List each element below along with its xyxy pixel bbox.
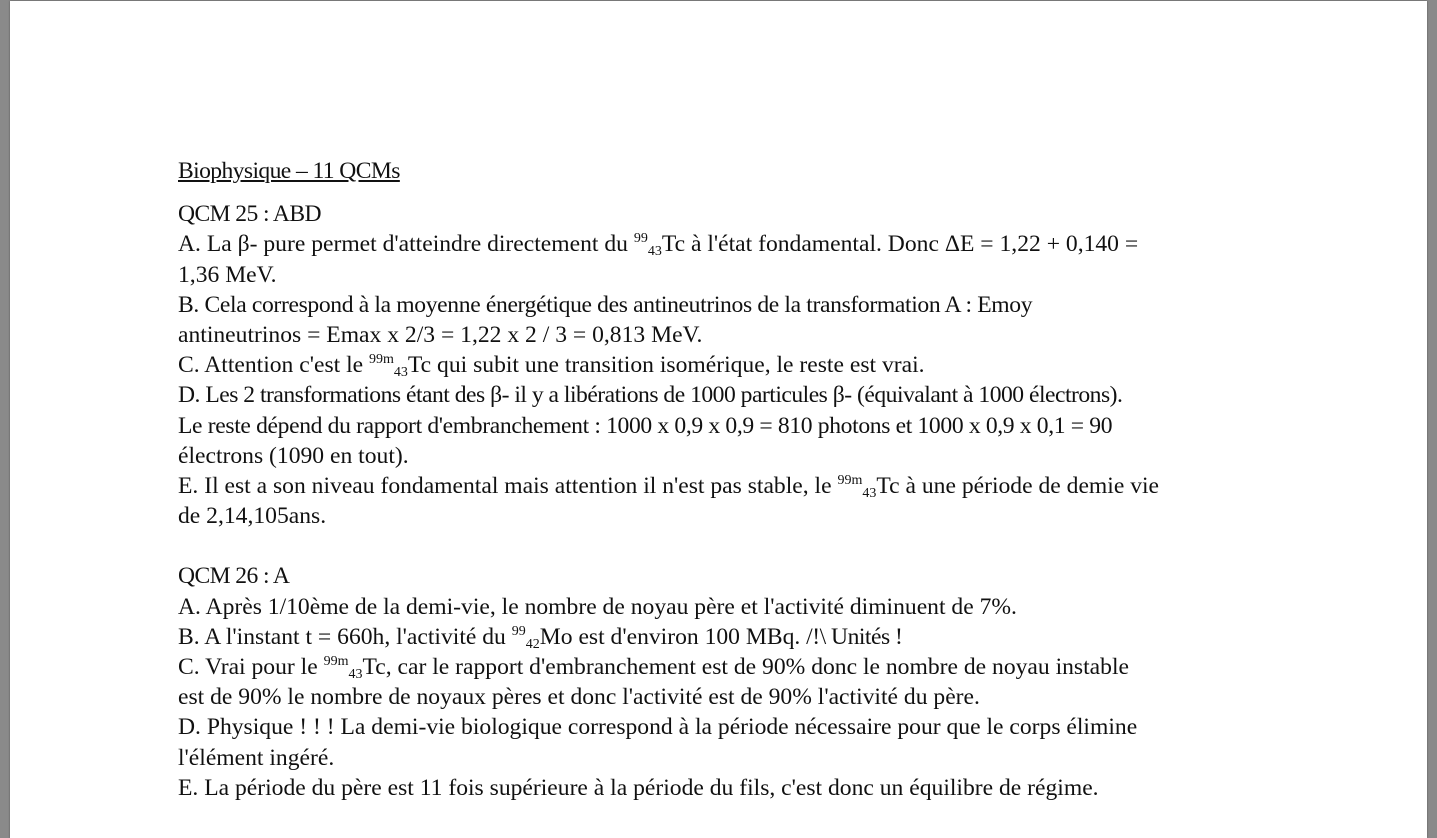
qcm26-c-text-pre: C. Vrai pour le [178,654,324,681]
qcm26-b-units-warning: /!\ Unités ! [806,623,903,650]
qcm26-c-text-post: Tc, car le rapport d'embranchement est de 90% donc le nombre de noyau instable [362,654,1129,681]
qcm26-c-atomic-number: 43 [348,667,363,683]
page-content [178,156,1273,803]
qcm25-answer-e-line2: de 2,14,105ans. [178,503,327,530]
qcm25-answer-c [178,350,1273,380]
qcm25-a-atomic-number: 43 [647,244,662,260]
qcm26-b-text-pre: B. A l'instant t = 660h, l'activité du [178,623,512,650]
qcm25-heading: QCM 25 : ABD [178,201,321,228]
qcm25-answer-b-line1: B. Cela correspond à la moyenne énergétique des antineutrinos de la transformation A : Emoy [178,291,1033,318]
qcm25-answer-b-line2: antineutrinos = Emax x 2/3 = 1,22 x 2 / 3 = 0,813 MeV. [178,322,703,349]
qcm25-answer-d-line3: électrons (1090 en tout). [178,442,409,469]
qcm26-answer-c-line1 [178,652,1273,682]
qcm25-c-atomic-number: 43 [393,365,408,381]
qcm25-c-text-post: Tc qui subit une transition isomérique, le reste est vrai. [407,352,925,379]
section-spacer [178,531,1273,561]
qcm26-b-atomic-number: 42 [525,636,540,652]
qcm26-b-mass-number: 99 [511,623,526,639]
qcm25-c-text-pre: C. Attention c'est le [178,352,370,379]
qcm25-e-atomic-number: 43 [862,486,877,502]
qcm26-c-mass-number: 99m [323,654,349,670]
qcm26-answer-d-line2: l'élément ingéré. [178,744,335,771]
qcm25-c-mass-number: 99m [369,352,394,368]
qcm26-heading: QCM 26 : A [178,563,290,590]
qcm26-answer-b [178,622,1273,652]
qcm25-a-text-post: Tc à l'état fondamental. Donc ΔE = 1,22 + 0,140 = [661,231,1139,258]
document-page [10,1,1427,838]
qcm25-answer-a-line1 [178,229,1273,259]
document-title: Biophysique – 11 QCMs [178,158,400,184]
qcm25-e-mass-number: 99m [837,473,863,489]
qcm25-answer-d-line2: Le reste dépend du rapport d'embranchement : 1000 x 0,9 x 0,9 = 810 photons et 1000 x 0,9 x 0,1 = 90 [178,412,1113,439]
qcm26-b-text-post: Mo est d'environ 100 MBq. [539,623,807,650]
qcm25-a-text-pre: A. La β- pure permet d'atteindre directement du [178,231,634,258]
qcm26-answer-d-line1: D. Physique ! ! ! La demi-vie biologique correspond à la période nécessaire pour que le corps élimine [178,714,1138,741]
qcm25-section [178,199,1273,531]
qcm26-answer-e: E. La période du père est 11 fois supérieure à la période du fils, c'est donc un équilibre de régime. [178,774,1099,801]
qcm26-answer-a: A. Après 1/10ème de la demi-vie, le nombre de noyau père et l'activité diminuent de 7%. [178,593,1017,620]
qcm25-a-mass-number: 99 [633,231,648,247]
qcm25-e-text-post: Tc à une période de demie vie [876,473,1160,500]
qcm25-e-text-pre: E. Il est a son niveau fondamental mais attention il n'est pas stable, le [178,473,838,500]
qcm26-section [178,561,1273,803]
qcm25-answer-e-line1 [178,471,1273,501]
qcm25-answer-a-line2: 1,36 MeV. [178,261,277,288]
qcm26-answer-c-line2: est de 90% le nombre de noyaux pères et donc l'activité est de 90% l'activité du père. [178,684,980,711]
qcm25-answer-d-line1: D. Les 2 transformations étant des β- il y a libérations de 1000 particules β- (équivalant à 1000 électrons). [178,382,1123,409]
